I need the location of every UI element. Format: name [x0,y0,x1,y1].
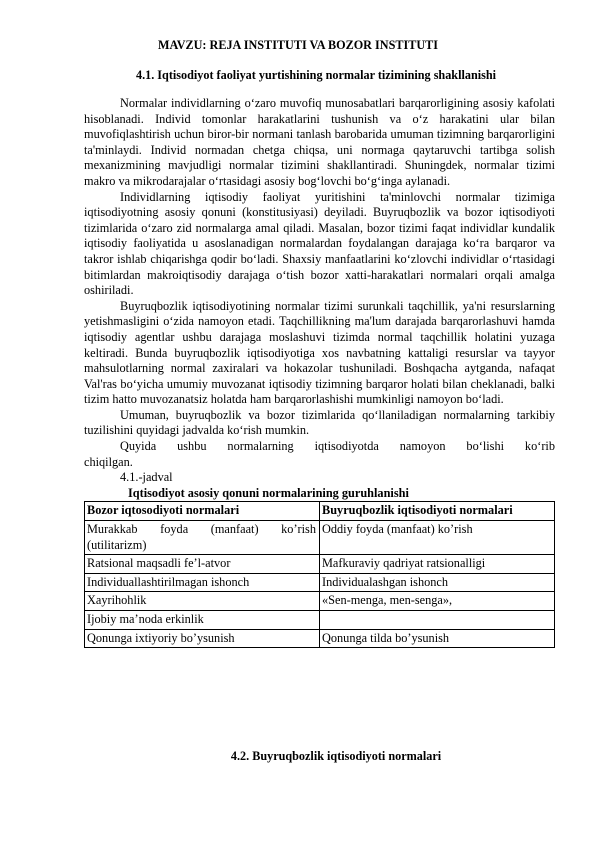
table-cell: Xayrihohlik [85,592,320,611]
table-reference: 4.1.-jadval [120,470,173,485]
table-row [85,592,555,611]
section-heading-4-1: 4.1. Iqtisodiyot faoliyat yurtishining normalar tizimining shakllanishi [135,68,497,82]
section-heading-4-2: 4.2. Buyruqbozlik iqtisodiyoti normalari [230,749,442,763]
table-cell: «Sen-menga, men-senga», [320,592,555,611]
norms-table [84,501,555,648]
paragraph: Umuman, buyruqbozlik va bozor tizimlarida qo‘llaniladigan normalarning tarkibiy tuzilishini quyidagi jadvalda ko‘rish mumkin. [84,407,555,438]
table-row [85,521,555,555]
table-cell: Individuallashtirilmagan ishonch [85,573,320,592]
table-cell [320,611,555,630]
table-cell: Ratsional maqsadli fe’l-atvor [85,555,320,574]
document-body [84,96,555,648]
table-cell: Murakkab foyda (manfaat) ko’rish (utilitarizm) [85,521,320,555]
table-row [85,611,555,630]
paragraph: Quyida ushbu normalarning iqtisodiyotda namoyon bo‘lishi ko‘rib chiqilgan. [84,439,555,469]
table-cell: Individualashgan ishonch [320,573,555,592]
table-title: Iqtisodiyot asosiy qonuni normalarining guruhlanishi [128,485,409,500]
table-header-cell: Bozor iqtosodiyoti normalari [85,502,320,521]
paragraph: Buyruqbozlik iqtisodiyotining normalar tizimi surunkali taqchillik, ya'ni resurslarning yetishmasligini o‘zida namoyon etadi. Taqchillikning ma'lum darajada barqarorlashuvi hamda iqtisodiy agentlar ushbu darajaga moslashuvi tizimda normal taqchillik holatini yuzaga keltiradi. Bunda buyruqbozlik iqtisodiyotiga xos navbatning kattaligi resurslar va tayyor mahsulotlarning normal zaxiralari va hokazolar tushuniladi. Boshqacha aytganda, nafaqat Val'ras bo‘yicha umumiy muvozanat iqtisodiy tizimning barqaror holati bilan cheklanadi, balki tizim hatto muvozanatsiz holatda ham barqarorlashishi mumkinligi namoyon bo‘ladi. [84,298,555,407]
table-header-cell: Buyruqbozlik iqtisodiyoti normalari [320,502,555,521]
table-cell: Ijobiy ma’noda erkinlik [85,611,320,630]
table-row [85,629,555,648]
paragraph: Individlarning iqtisodiy faoliyat yuritishini ta'minlovchi normalar tizimiga iqtisodiyotning asosiy qonuni (konstitusiyasi) deyiladi. Buyruqbozlik va bozor iqtisodiyoti tizimlarida o‘zaro zid normalarga amal qiladi. Masalan, bozor tizimi faqat individlar kundalik iqtisodiy faoliyatida u asoslanadigan normalardan foydalangan darajaga ko‘ra barqaror va takror ishlab chiqarishga qodir bo‘ladi. Shaxsiy manfaatlarini ko‘zlovchi individlar o‘rtasidagi bitimlardan makroiqtisodiy darajaga o‘tish bozor xatti-harakatlari normalari orqali amalga oshiriladi. [84,189,555,298]
paragraph: Normalar individlarning o‘zaro muvofiq munosabatlari barqarorligining asosiy kafolati hisoblanadi. Individ tomonlar harakatlarini tushunish va o‘z harakatini ular bilan muvofiqlashtirish uchun biror-bir normani tanlash barobarida umuman tizimning barqarorligini ta'minlaydi. Individ normadan chetga chiqsa, uni normaga qaytaruvchi tartibga solish mexanizmining mavjudligi normalar tizimini shakllantiradi. Shuningdek, normalar tizimi makro va mikrodarajalar o‘rtasidagi asosiy bog‘lovchi bo‘g‘inga aylanadi. [84,96,555,188]
table-header-row [85,502,555,521]
table-cell: Qonunga tilda bo’ysunish [320,629,555,648]
table-cell: Oddiy foyda (manfaat) ko’rish [320,521,555,555]
table-cell: Qonunga ixtiyoriy bo’ysunish [85,629,320,648]
table-row [85,573,555,592]
table-cell: Mafkuraviy qadriyat ratsionalligi [320,555,555,574]
table-row [85,555,555,574]
document-title: MAVZU: REJA INSTITUTI VA BOZOR INSTITUTI [157,38,439,52]
